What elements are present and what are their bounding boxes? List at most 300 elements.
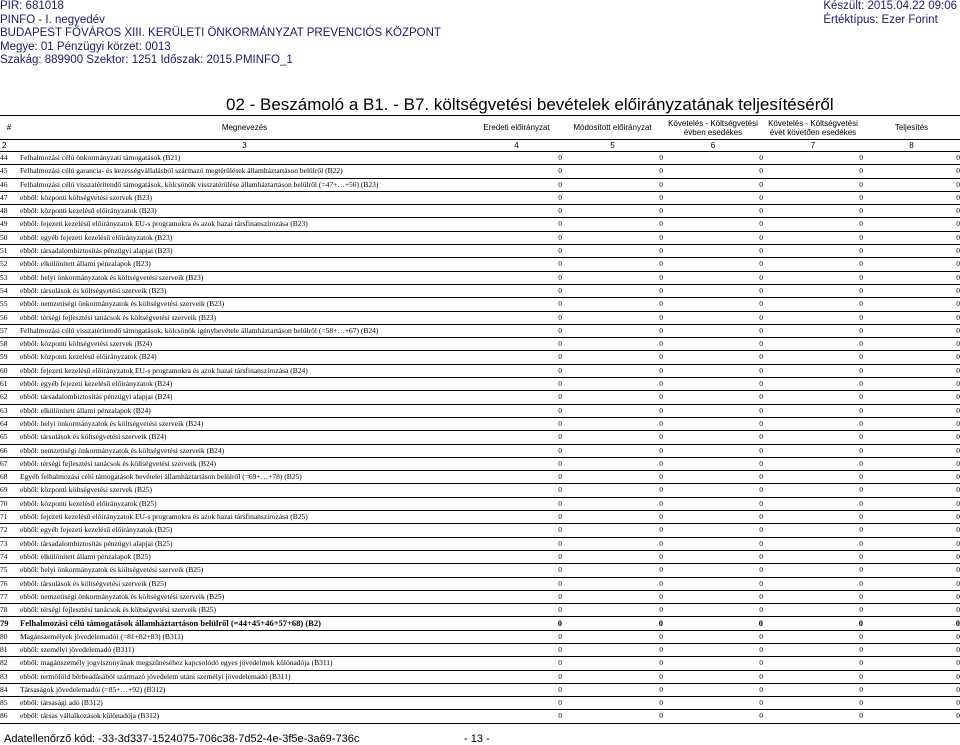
- row-value: 0: [471, 152, 562, 165]
- row-value: 0: [863, 497, 960, 510]
- row-value: 0: [663, 643, 763, 656]
- table-row: [0, 351, 960, 364]
- sector-label: Szakág: 889900 Szektor: 1251 Időszak: 2015.PMINFO_1: [0, 54, 293, 66]
- row-value: 0: [562, 165, 663, 178]
- row-value: 0: [763, 697, 863, 710]
- row-value: 0: [471, 191, 562, 204]
- table-row: [0, 391, 960, 404]
- row-label: Társaságok jövedelemadói (=85+…+92) (B312): [18, 683, 471, 696]
- table-row: [0, 378, 960, 391]
- table-row: [0, 284, 960, 297]
- pir-label: PIR: 681018: [0, 0, 64, 12]
- row-number: 59: [0, 351, 18, 364]
- colnum-4: 4: [471, 140, 562, 152]
- row-value: 0: [763, 670, 863, 683]
- row-value: 0: [471, 511, 562, 524]
- institution-label: BUDAPEST FŐVÁROS XIII. KERÜLETI ÖNKORMÁNYZAT PREVENCIÓS KÖZPONT: [0, 27, 441, 39]
- col-hash: #: [0, 116, 18, 140]
- row-value: 0: [763, 284, 863, 297]
- row-value: 0: [562, 338, 663, 351]
- row-value: 0: [663, 378, 763, 391]
- row-number: 74: [0, 550, 18, 563]
- row-value: 0: [863, 683, 960, 696]
- row-value: 0: [663, 471, 763, 484]
- report-header-right: [823, 0, 957, 27]
- row-value: 0: [863, 630, 960, 643]
- row-value: 0: [562, 577, 663, 590]
- row-value: 0: [663, 218, 763, 231]
- row-label: ebből: helyi önkormányzatok és költségvetési szerveik (B23): [18, 271, 471, 284]
- row-value: 0: [663, 550, 763, 563]
- row-value: 0: [663, 457, 763, 470]
- row-number: 54: [0, 284, 18, 297]
- row-value: 0: [562, 444, 663, 457]
- row-value: 0: [562, 670, 663, 683]
- row-value: 0: [562, 298, 663, 311]
- table-row: [0, 590, 960, 603]
- row-value: 0: [663, 524, 763, 537]
- row-number: 46: [0, 178, 18, 191]
- table-row: [0, 444, 960, 457]
- table-row: [0, 710, 960, 723]
- row-value: 0: [562, 497, 663, 510]
- row-value: 0: [663, 484, 763, 497]
- row-value: 0: [763, 683, 863, 696]
- row-value: 0: [663, 683, 763, 696]
- row-value: 0: [562, 683, 663, 696]
- row-value: 0: [763, 643, 863, 656]
- row-value: 0: [763, 630, 863, 643]
- row-value: 0: [763, 205, 863, 218]
- report-title: 02 - Beszámoló a B1. - B7. költségvetési bevételek előirányzatának teljesítéséről: [226, 95, 834, 114]
- row-value: 0: [562, 231, 663, 244]
- row-number: 77: [0, 590, 18, 603]
- row-value: 0: [471, 391, 562, 404]
- row-value: 0: [562, 271, 663, 284]
- row-value: 0: [863, 364, 960, 377]
- row-number: 80: [0, 630, 18, 643]
- row-value: 0: [471, 550, 562, 563]
- row-value: 0: [863, 165, 960, 178]
- row-value: 0: [471, 710, 562, 723]
- table-row: [0, 364, 960, 377]
- table-row: [0, 431, 960, 444]
- row-value: 0: [471, 524, 562, 537]
- row-number: 53: [0, 271, 18, 284]
- table-row: [0, 524, 960, 537]
- row-value: 0: [863, 417, 960, 430]
- row-number: 72: [0, 524, 18, 537]
- row-value: 0: [562, 364, 663, 377]
- row-value: 0: [471, 324, 562, 337]
- row-value: 0: [471, 231, 562, 244]
- row-value: 0: [471, 378, 562, 391]
- row-label: ebből: térségi fejlesztési tanácsok és költségvetési szerveik (B24): [18, 457, 471, 470]
- row-value: 0: [562, 657, 663, 670]
- form-label: PINFO - I. negyedév: [0, 13, 105, 26]
- row-number: 66: [0, 444, 18, 457]
- row-value: 0: [471, 417, 562, 430]
- row-value: 0: [562, 284, 663, 297]
- row-value: 0: [663, 497, 763, 510]
- row-value: 0: [763, 311, 863, 324]
- row-label: ebből: központi költségvetési szervek (B25): [18, 484, 471, 497]
- row-value: 0: [663, 617, 763, 630]
- row-value: 0: [863, 471, 960, 484]
- row-number: 81: [0, 643, 18, 656]
- row-number: 78: [0, 604, 18, 617]
- row-value: 0: [562, 550, 663, 563]
- row-number: 51: [0, 245, 18, 258]
- row-value: 0: [763, 431, 863, 444]
- table-row: [0, 643, 960, 656]
- row-value: 0: [763, 710, 863, 723]
- row-value: 0: [562, 218, 663, 231]
- row-value: 0: [763, 245, 863, 258]
- row-value: 0: [471, 165, 562, 178]
- row-label: ebből: nemzetiségi önkormányzatok és költségvetési szerveik (B25): [18, 590, 471, 603]
- row-value: 0: [863, 524, 960, 537]
- row-label: Felhalmozási célú garancia- és kezességvállalásból származó megtérülések államháztartáson belülről (B22): [18, 165, 471, 178]
- row-label: Egyéb felhalmozási célú támogatások bevételei államháztartáson belülről (=69+…+78) (B25): [18, 471, 471, 484]
- row-value: 0: [663, 298, 763, 311]
- row-value: 0: [863, 431, 960, 444]
- row-value: 0: [763, 537, 863, 550]
- row-value: 0: [471, 471, 562, 484]
- row-number: 56: [0, 311, 18, 324]
- row-value: 0: [562, 511, 663, 524]
- row-value: 0: [763, 577, 863, 590]
- row-value: 0: [863, 457, 960, 470]
- colnum-3: 3: [18, 140, 471, 152]
- row-value: 0: [863, 444, 960, 457]
- row-value: 0: [562, 311, 663, 324]
- row-value: 0: [663, 245, 763, 258]
- col-performance: Teljesítés: [863, 116, 960, 140]
- row-value: 0: [471, 284, 562, 297]
- row-value: 0: [863, 191, 960, 204]
- table-row: [0, 324, 960, 337]
- colnum-8: 8: [863, 140, 960, 152]
- row-value: 0: [863, 231, 960, 244]
- row-value: 0: [471, 683, 562, 696]
- row-value: 0: [471, 590, 562, 603]
- county-label: Megye: 01 Pénzügyi körzet: 0013: [0, 40, 171, 53]
- row-value: 0: [863, 511, 960, 524]
- table-row: [0, 205, 960, 218]
- row-label: ebből: termőföld bérbeadásából származó jövedelem utáni személyi jövedelemadó (B311): [18, 670, 471, 683]
- row-label: ebből: társasági adó (B312): [18, 697, 471, 710]
- row-number: 44: [0, 152, 18, 165]
- row-value: 0: [663, 511, 763, 524]
- row-value: 0: [562, 258, 663, 271]
- row-number: 75: [0, 564, 18, 577]
- row-label: ebből: központi kezelésű előirányzatok (B23): [18, 205, 471, 218]
- row-value: 0: [763, 524, 863, 537]
- row-value: 0: [471, 364, 562, 377]
- row-value: 0: [863, 351, 960, 364]
- colnum-7: 7: [763, 140, 863, 152]
- row-value: 0: [562, 617, 663, 630]
- row-value: 0: [763, 484, 863, 497]
- row-value: 0: [562, 471, 663, 484]
- row-number: 55: [0, 298, 18, 311]
- row-value: 0: [763, 404, 863, 417]
- row-number: 57: [0, 324, 18, 337]
- row-label: ebből: helyi önkormányzatok és költségvetési szerveik (B24): [18, 417, 471, 430]
- row-label: ebből: nemzetiségi önkormányzatok és költségvetési szerveik (B23): [18, 298, 471, 311]
- row-value: 0: [763, 617, 863, 630]
- table-row: [0, 457, 960, 470]
- row-label: ebből: társadalombiztosítás pénzügyi alapjai (B25): [18, 537, 471, 550]
- table-row: [0, 178, 960, 191]
- row-value: 0: [663, 231, 763, 244]
- row-value: 0: [763, 258, 863, 271]
- row-number: 64: [0, 417, 18, 430]
- row-value: 0: [562, 324, 663, 337]
- row-value: 0: [763, 497, 863, 510]
- row-value: 0: [562, 205, 663, 218]
- row-value: 0: [663, 431, 763, 444]
- row-label: ebből: társulások és költségvetési szerveik (B23): [18, 284, 471, 297]
- row-value: 0: [863, 178, 960, 191]
- row-value: 0: [663, 444, 763, 457]
- colnum-2: 2: [0, 140, 18, 152]
- table-row: [0, 670, 960, 683]
- row-value: 0: [863, 604, 960, 617]
- row-value: 0: [863, 284, 960, 297]
- row-value: 0: [863, 258, 960, 271]
- row-value: 0: [763, 457, 863, 470]
- row-value: 0: [763, 231, 863, 244]
- row-value: 0: [562, 643, 663, 656]
- row-label: Felhalmozási célú visszatérítendő támogatások, kölcsönök igénybevétele államháztartáson belülről (=58+…+67) (B24): [18, 324, 471, 337]
- row-value: 0: [863, 643, 960, 656]
- row-value: 0: [763, 471, 863, 484]
- row-value: 0: [471, 643, 562, 656]
- row-value: 0: [663, 364, 763, 377]
- row-number: 76: [0, 577, 18, 590]
- colnum-6: 6: [663, 140, 763, 152]
- row-label: ebből: központi költségvetési szervek (B24): [18, 338, 471, 351]
- table-row: [0, 657, 960, 670]
- row-value: 0: [863, 311, 960, 324]
- row-value: 0: [763, 550, 863, 563]
- row-value: 0: [763, 271, 863, 284]
- row-label: ebből: térségi fejlesztési tanácsok és költségvetési szerveik (B23): [18, 311, 471, 324]
- row-value: 0: [863, 710, 960, 723]
- row-value: 0: [471, 484, 562, 497]
- row-value: 0: [663, 391, 763, 404]
- column-number-row: [0, 140, 960, 152]
- row-number: 79: [0, 617, 18, 630]
- row-value: 0: [471, 670, 562, 683]
- row-value: 0: [663, 205, 763, 218]
- table-row: [0, 338, 960, 351]
- row-value: 0: [763, 152, 863, 165]
- row-value: 0: [663, 564, 763, 577]
- row-value: 0: [471, 617, 562, 630]
- row-value: 0: [863, 617, 960, 630]
- row-value: 0: [663, 324, 763, 337]
- table-row: [0, 298, 960, 311]
- row-value: 0: [471, 457, 562, 470]
- table-row: [0, 630, 960, 643]
- row-number: 70: [0, 497, 18, 510]
- row-label: ebből: elkülönített állami pénzalapok (B25): [18, 550, 471, 563]
- row-value: 0: [562, 697, 663, 710]
- row-number: 71: [0, 511, 18, 524]
- row-value: 0: [763, 590, 863, 603]
- col-claims-year: Követelés - Költségvetési évben esedékes: [663, 116, 763, 140]
- row-value: 0: [471, 657, 562, 670]
- row-value: 0: [471, 338, 562, 351]
- row-value: 0: [663, 271, 763, 284]
- row-value: 0: [863, 324, 960, 337]
- row-value: 0: [562, 484, 663, 497]
- row-value: 0: [471, 178, 562, 191]
- row-value: 0: [562, 590, 663, 603]
- row-number: 83: [0, 670, 18, 683]
- row-value: 0: [471, 604, 562, 617]
- created-label: Készült: 2015.04.22 09:06: [823, 0, 957, 12]
- row-value: 0: [863, 205, 960, 218]
- table-row: [0, 417, 960, 430]
- row-value: 0: [471, 245, 562, 258]
- row-number: 48: [0, 205, 18, 218]
- row-value: 0: [863, 152, 960, 165]
- row-value: 0: [663, 338, 763, 351]
- row-label: ebből: egyéb fejezeti kezelésű előirányzatok (B25): [18, 524, 471, 537]
- row-label: ebből: társulások és költségvetési szerveik (B24): [18, 431, 471, 444]
- row-value: 0: [863, 218, 960, 231]
- row-number: 84: [0, 683, 18, 696]
- row-value: 0: [562, 630, 663, 643]
- table-row: [0, 577, 960, 590]
- row-label: ebből: társadalombiztosítás pénzügyi alapjai (B23): [18, 245, 471, 258]
- row-value: 0: [663, 178, 763, 191]
- row-value: 0: [471, 404, 562, 417]
- col-claims-next: Követelés - Költségvetési évet követően esedékes: [763, 116, 863, 140]
- row-value: 0: [763, 417, 863, 430]
- table-row: [0, 245, 960, 258]
- table-row: [0, 152, 960, 165]
- row-value: 0: [471, 537, 562, 550]
- row-value: 0: [863, 338, 960, 351]
- row-value: 0: [863, 577, 960, 590]
- table-row: [0, 218, 960, 231]
- row-value: 0: [663, 577, 763, 590]
- row-value: 0: [763, 657, 863, 670]
- row-value: 0: [763, 351, 863, 364]
- table-row: [0, 604, 960, 617]
- row-value: 0: [471, 311, 562, 324]
- row-value: 0: [763, 178, 863, 191]
- row-label: ebből: magánszemély jogviszonyának megszűnéséhez kapcsolódó egyes jövedelmek különadója (B311): [18, 657, 471, 670]
- table-row: [0, 617, 960, 630]
- row-value: 0: [663, 590, 763, 603]
- column-header-row: [0, 116, 960, 140]
- row-label: ebből: társas vállalkozások különadója (B312): [18, 710, 471, 723]
- row-value: 0: [763, 218, 863, 231]
- row-value: 0: [863, 378, 960, 391]
- row-label: ebből: nemzetiségi önkormányzatok és költségvetési szerveik (B24): [18, 444, 471, 457]
- row-value: 0: [471, 577, 562, 590]
- colnum-5: 5: [562, 140, 663, 152]
- row-value: 0: [763, 191, 863, 204]
- row-label: Felhalmozási célú támogatások államháztartáson belülről (=44+45+46+57+68) (B2): [18, 617, 471, 630]
- row-value: 0: [763, 298, 863, 311]
- row-label: ebből: fejezeti kezelésű előirányzatok EU-s programokra és azok hazai társfinanszírozása (B23): [18, 218, 471, 231]
- row-label: Felhalmozási célú önkormányzati támogatások (B21): [18, 152, 471, 165]
- row-label: ebből: elkülönített állami pénzalapok (B24): [18, 404, 471, 417]
- table-row: [0, 191, 960, 204]
- row-label: ebből: elkülönített állami pénzalapok (B23): [18, 258, 471, 271]
- row-label: ebből: egyéb fejezeti kezelésű előirányzatok (B24): [18, 378, 471, 391]
- row-value: 0: [663, 404, 763, 417]
- page-number: - 13 -: [464, 733, 490, 745]
- row-value: 0: [863, 391, 960, 404]
- row-value: 0: [562, 404, 663, 417]
- table-row: [0, 404, 960, 417]
- row-value: 0: [863, 657, 960, 670]
- row-label: ebből: központi költségvetési szervek (B23): [18, 191, 471, 204]
- row-value: 0: [562, 431, 663, 444]
- row-value: 0: [863, 404, 960, 417]
- row-value: 0: [471, 564, 562, 577]
- row-value: 0: [863, 298, 960, 311]
- row-value: 0: [471, 630, 562, 643]
- row-value: 0: [663, 604, 763, 617]
- row-label: ebből: társadalombiztosítás pénzügyi alapjai (B24): [18, 391, 471, 404]
- row-label: ebből: térségi fejlesztési tanácsok és költségvetési szerveik (B25): [18, 604, 471, 617]
- report-header-left: [0, 0, 441, 68]
- row-value: 0: [663, 657, 763, 670]
- row-value: 0: [663, 311, 763, 324]
- table-row: [0, 165, 960, 178]
- table-row: [0, 231, 960, 244]
- row-value: 0: [562, 191, 663, 204]
- row-value: 0: [663, 697, 763, 710]
- row-value: 0: [663, 537, 763, 550]
- currency-label: Értéktípus: Ezer Forint: [823, 13, 938, 26]
- row-number: 45: [0, 165, 18, 178]
- table-row: [0, 311, 960, 324]
- table-row: [0, 484, 960, 497]
- row-number: 62: [0, 391, 18, 404]
- row-value: 0: [863, 271, 960, 284]
- row-number: 61: [0, 378, 18, 391]
- row-value: 0: [663, 670, 763, 683]
- row-value: 0: [863, 564, 960, 577]
- row-value: 0: [763, 338, 863, 351]
- row-value: 0: [562, 351, 663, 364]
- row-value: 0: [763, 564, 863, 577]
- col-original: Eredeti előirányzat: [471, 116, 562, 140]
- table-row: [0, 271, 960, 284]
- row-value: 0: [471, 258, 562, 271]
- row-value: 0: [471, 271, 562, 284]
- row-number: 47: [0, 191, 18, 204]
- row-value: 0: [663, 351, 763, 364]
- row-value: 0: [663, 284, 763, 297]
- row-value: 0: [663, 417, 763, 430]
- row-value: 0: [562, 378, 663, 391]
- table-row: [0, 511, 960, 524]
- row-value: 0: [863, 484, 960, 497]
- row-value: 0: [763, 444, 863, 457]
- check-code: Adatellenőrző kód: -33-3d337-1524075-706c38-7d52-4e-3f5e-3a69-736c: [4, 733, 360, 745]
